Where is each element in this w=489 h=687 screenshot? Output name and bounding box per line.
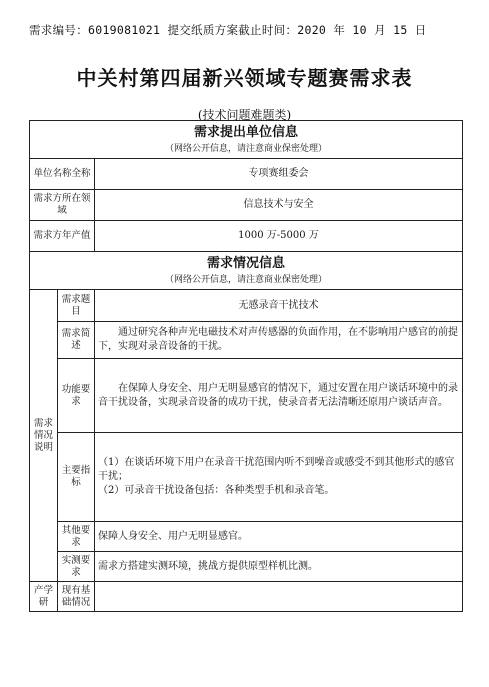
label-annual-output: 需求方年产值: [30, 221, 95, 252]
section-note-requirement-info: （网络公开信息，请注意商业保密处理）: [30, 273, 463, 290]
label-industry-academia: 产学研: [30, 582, 58, 612]
value-function-requirement: 在保障人身安全、用户无明显感官的情况下，通过安置在用户谈话环境中的录音干扰设备，实现录音设备的成功干扰，使录音者无法清晰还原用户谈话声音。: [95, 359, 463, 433]
label-requirement-summary: 需求简述: [58, 322, 95, 359]
label-existing-foundation: 现有基础情况: [58, 582, 95, 612]
page-subtitle: (技术问题难题类): [197, 108, 292, 122]
label-requirement-topic: 需求题目: [58, 290, 95, 322]
value-existing-foundation: [95, 582, 463, 612]
value-requirement-summary: 通过研究各种声光电磁技术对声传感器的负面作用，在不影响用户感官的前提下，实现对录音设备的干扰。: [95, 322, 463, 359]
page-title: 中关村第四届新兴领域专题赛需求表: [76, 66, 413, 90]
label-test-requirements: 实测要求: [58, 552, 95, 582]
section-note-unit-info: （网络公开信息，请注意商业保密处理）: [30, 142, 463, 159]
section-title-requirement-info: 需求情况信息: [30, 252, 463, 274]
requirement-header: 需求编号：6019081021 提交纸质方案截止时间：2020 年 10 月 15 日: [29, 23, 427, 37]
value-test-requirements: 需求方搭建实测环境，挑战方提供原型样机比测。: [95, 552, 463, 582]
value-requirement-topic: 无感录音干扰技术: [95, 290, 463, 322]
requirement-form-table: [29, 120, 463, 612]
label-requirement-description-group: 需求情况说明: [30, 290, 58, 582]
label-other-requirements: 其他要求: [58, 522, 95, 552]
value-annual-output: 1000 万-5000 万: [95, 221, 463, 252]
label-function-requirement: 功能要求: [58, 359, 95, 433]
value-other-requirements: 保障人身安全、用户无明显感官。: [95, 522, 463, 552]
value-unit-name: 专项赛组委会: [95, 159, 463, 190]
label-main-indicators: 主要指标: [58, 433, 95, 522]
value-main-indicators: [95, 433, 463, 522]
section-title-unit-info: 需求提出单位信息: [30, 121, 463, 143]
indicator-item-2: （2）可录音干扰设备包括：各种类型手机和录音笔。: [98, 485, 335, 496]
value-field: 信息技术与安全: [95, 190, 463, 221]
label-unit-name: 单位名称全称: [30, 159, 95, 190]
indicator-item-1: （1）在谈话环境下用户在录音干扰范围内听不到噪音或感受不到其他形式的感官干扰；: [98, 457, 455, 482]
label-field: 需求方所在领域: [30, 190, 95, 221]
